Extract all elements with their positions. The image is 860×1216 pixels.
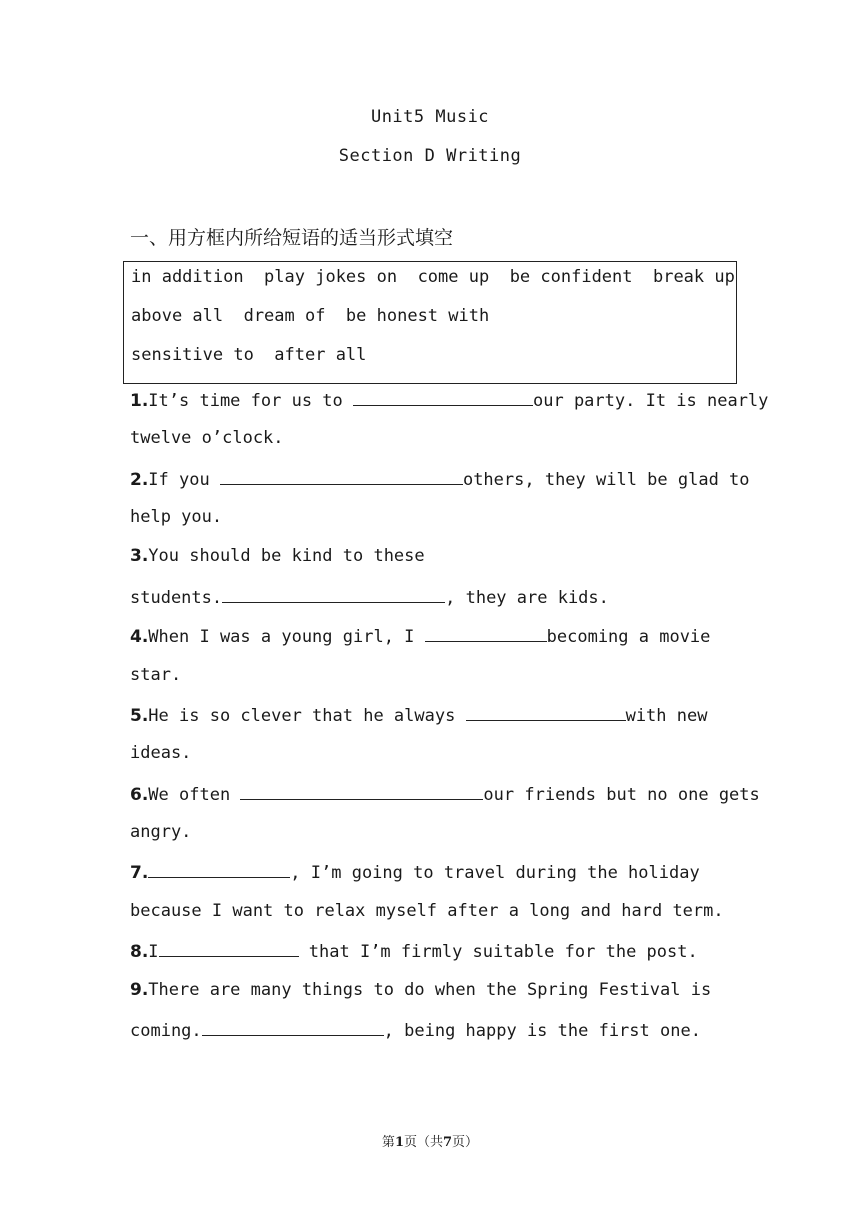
answer-blank[interactable]	[202, 1017, 384, 1036]
footer-suffix: 页）	[452, 1135, 479, 1150]
question-text: I	[148, 942, 159, 962]
footer-total-pages: 7	[443, 1135, 453, 1150]
answer-blank[interactable]	[240, 781, 483, 800]
section-heading: 一、用方框内所给短语的适当形式填空	[130, 227, 454, 249]
question-text: There are many things to do when the Spring Festival is	[148, 980, 712, 1000]
question-number: 1.	[130, 391, 149, 411]
answer-blank[interactable]	[466, 702, 626, 721]
phrase-box-line: above all dream of be honest with	[131, 306, 490, 326]
page-title: Unit5 Music	[370, 107, 490, 127]
answer-blank[interactable]	[425, 623, 547, 642]
question-text: You should be kind to these	[148, 546, 425, 566]
footer-mid: 页（共	[403, 1135, 443, 1150]
question-number: 7.	[130, 863, 149, 883]
question-text: our friends but no one gets	[483, 785, 760, 805]
question-number: 8.	[130, 942, 149, 962]
question-text: , they are kids.	[445, 588, 609, 608]
question-number: 9.	[130, 980, 149, 1000]
question-number: 3.	[130, 546, 149, 566]
question-text: coming.	[130, 1021, 202, 1041]
answer-blank[interactable]	[353, 387, 533, 406]
question-text: , I’m going to travel during the holiday	[290, 863, 700, 883]
answer-blank[interactable]	[222, 584, 445, 603]
footer-prefix: 第	[381, 1135, 395, 1150]
question-7-continued: because I want to relax myself after a long and hard term.	[130, 901, 724, 921]
question-text: He is so clever that he always	[148, 706, 466, 726]
page-subtitle: Section D Writing	[338, 146, 522, 166]
question-2-continued: help you.	[130, 507, 223, 527]
page-footer	[0, 1131, 860, 1150]
question-text: becoming a movie	[546, 627, 711, 647]
question-text: We often	[148, 785, 241, 805]
question-9-continued	[130, 1017, 730, 1041]
question-text: others, they will be glad to	[462, 470, 750, 490]
question-4	[130, 623, 730, 647]
question-2	[130, 466, 750, 490]
question-text: our party. It is nearly	[533, 391, 769, 411]
question-6	[130, 781, 760, 805]
question-5	[130, 702, 730, 726]
question-5-continued: ideas.	[130, 743, 192, 763]
question-number: 4.	[130, 627, 149, 647]
question-9	[130, 978, 730, 1002]
question-text: with new	[625, 706, 708, 726]
phrase-box-line: in addition play jokes on come up be confident break up	[131, 267, 735, 287]
question-8	[130, 938, 730, 962]
question-text: It’s time for us to	[148, 391, 353, 411]
question-3	[130, 544, 730, 568]
question-3-continued	[130, 584, 730, 608]
answer-blank[interactable]	[159, 938, 299, 957]
question-4-continued: star.	[130, 665, 182, 685]
question-1-continued: twelve o’clock.	[130, 428, 284, 448]
question-text: If you	[148, 470, 220, 490]
question-number: 2.	[130, 470, 149, 490]
answer-blank[interactable]	[148, 859, 290, 878]
question-text: students.	[130, 588, 223, 608]
question-7	[130, 859, 730, 883]
footer-page-number: 1	[394, 1135, 404, 1150]
question-6-continued: angry.	[130, 822, 192, 842]
phrase-box-line: sensitive to after all	[131, 345, 367, 365]
question-text: that I’m firmly suitable for the post.	[298, 942, 698, 962]
question-number: 5.	[130, 706, 149, 726]
phrase-box	[123, 261, 737, 384]
answer-blank[interactable]	[220, 466, 463, 485]
question-1	[130, 387, 769, 411]
question-text: , being happy is the first one.	[383, 1021, 701, 1041]
question-number: 6.	[130, 785, 149, 805]
question-text: When I was a young girl, I	[148, 627, 425, 647]
